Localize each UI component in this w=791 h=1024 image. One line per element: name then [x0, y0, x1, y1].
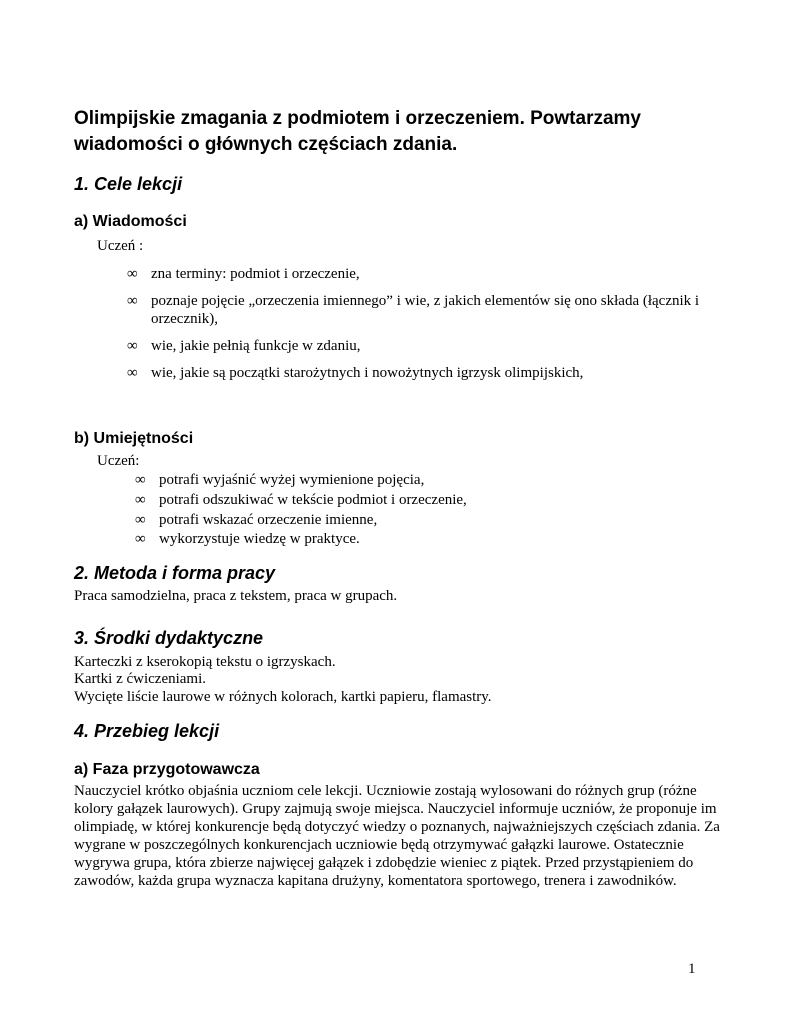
document-title: Olimpijskie zmagania z podmiotem i orzeczeniem. Powtarzamy wiadomości o głównych częściach zdania.: [74, 108, 641, 155]
section-3-line: Wycięte liście laurowe w różnych kolorach, kartki papieru, flamastry.: [74, 689, 492, 705]
section-1b-heading: b) Umiejętności: [74, 430, 194, 447]
list-item-text: potrafi wskazać orzeczenie imienne,: [159, 512, 378, 528]
section-1b-intro: Uczeń:: [97, 453, 140, 469]
section-1a-heading: a) Wiadomości: [74, 213, 187, 230]
bullet-icon: ∞: [135, 531, 146, 547]
list-item-text: zna terminy: podmiot i orzeczenie,: [151, 266, 360, 282]
bullet-icon: ∞: [127, 266, 138, 282]
list-item-text: wie, jakie pełnią funkcje w zdaniu,: [151, 338, 361, 354]
bullet-icon: ∞: [135, 492, 146, 508]
list-item-text: wykorzystuje wiedzę w praktyce.: [159, 531, 360, 547]
bullet-icon: ∞: [127, 365, 138, 381]
bullet-icon: ∞: [127, 293, 138, 309]
list-item-text: poznaje pojęcie „orzeczenia imiennego” i wie, z jakich elementów się ono składa (łącznik i orzecznik),: [151, 293, 700, 327]
section-2-heading: 2. Metoda i forma pracy: [74, 563, 276, 583]
bullet-icon: ∞: [135, 472, 146, 488]
section-3-heading: 3. Środki dydaktyczne: [74, 628, 264, 648]
list-item-text: potrafi wyjaśnić wyżej wymienione pojęcia,: [159, 472, 425, 488]
section-1a-intro: Uczeń :: [97, 238, 144, 254]
bullet-icon: ∞: [127, 338, 138, 354]
list-item-text: wie, jakie są początki starożytnych i nowożytnych igrzysk olimpijskich,: [151, 365, 584, 381]
section-3-line: Kartki z ćwiczeniami.: [74, 671, 207, 687]
list-item-text: potrafi odszukiwać w tekście podmiot i orzeczenie,: [159, 492, 467, 508]
section-4a-heading: a) Faza przygotowawcza: [74, 761, 260, 778]
page-number: 1: [688, 961, 696, 977]
section-1-heading: 1. Cele lekcji: [74, 174, 183, 194]
section-4-heading: 4. Przebieg lekcji: [74, 721, 220, 741]
bullet-icon: ∞: [135, 512, 146, 528]
section-2-text: Praca samodzielna, praca z tekstem, praca w grupach.: [74, 588, 398, 604]
section-4a-paragraph: Nauczyciel krótko objaśnia uczniom cele lekcji. Uczniowie zostają wylosowani do różnych grup (różne kolory gałązek laurowych). Grupy zajmują swoje miejsca. Nauczyciel informuje uczniów, że proponuje im olimpiadę, w której konkurencje będą dotyczyć wiedzy o poznanych, najważniejszych częściach zdania. Za wygrane w poszczególnych konkurencjach uczniowie będą otrzymywać gałązki laurowe. Ostatecznie wygrywa grupa, która zbierze najwięcej gałązek i zdobędzie wieniec z piątek. Przed przystąpieniem do zawodów, każda grupa wyznacza kapitana drużyny, komentatora sportowego, trenera i zawodników.: [74, 783, 720, 889]
section-3-line: Karteczki z kserokopią tekstu o igrzyskach.: [74, 654, 336, 670]
